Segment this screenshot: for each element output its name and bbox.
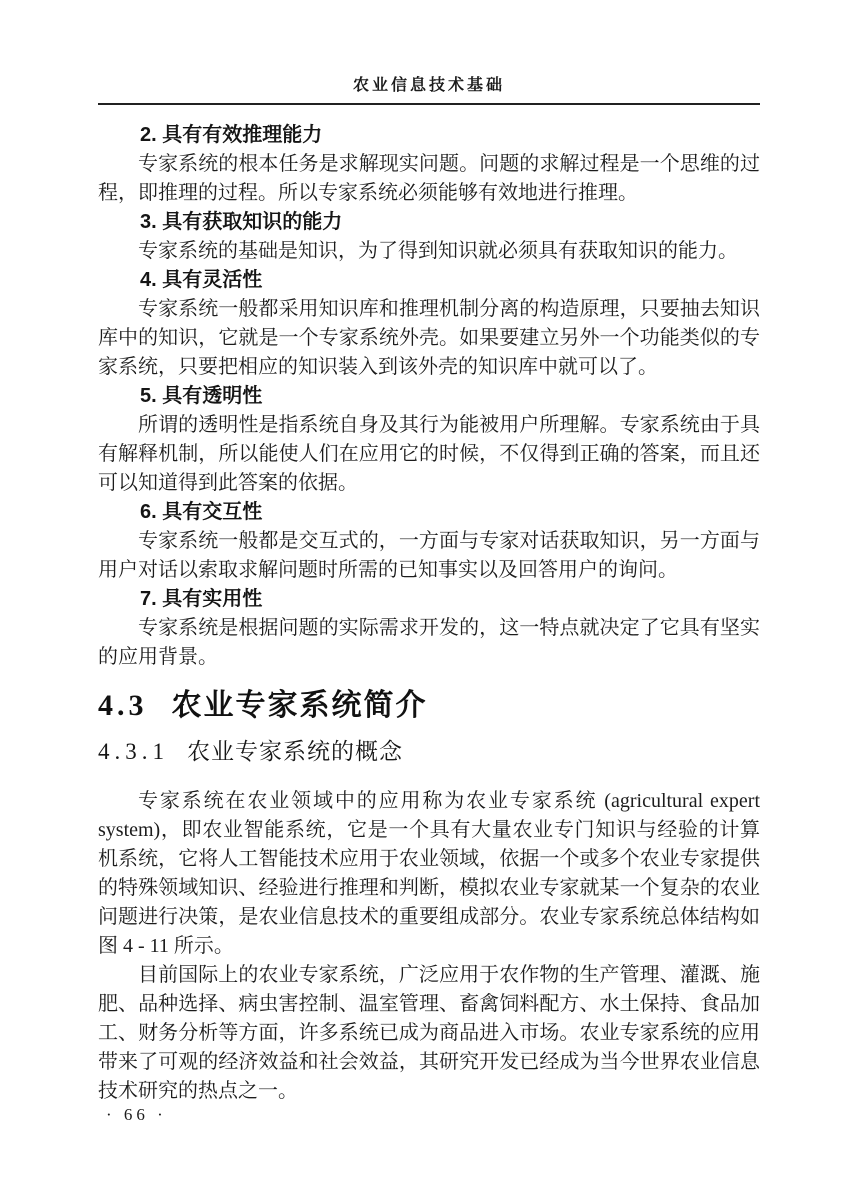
concept-paragraph-2: 目前国际上的农业专家系统，广泛应用于农作物的生产管理、灌溉、施肥、品种选择、病虫害控制、温室管理、畜禽饲料配方、水土保持、食品加工、财务分析等方面，许多系统已成为商品进入市场。农业专家系统的应用带来了可观的经济效益和社会效益，其研究开发已经成为当今世界农业信息技术研究的热点之一。 xyxy=(98,964,760,1102)
section-title: 农业专家系统简介 xyxy=(171,689,428,722)
feature-heading-5: 5. 具有透明性 xyxy=(140,385,263,407)
page-body xyxy=(98,121,760,1106)
feature-heading-4: 4. 具有灵活性 xyxy=(140,269,263,291)
section-heading xyxy=(98,687,760,725)
page-header xyxy=(98,76,760,105)
feature-paragraph-5: 所谓的透明性是指系统自身及其行为能被用户所理解。专家系统由于具有解释机制，所以能使人们在应用它的时候，不仅得到正确的答案，而且还可以知道得到此答案的依据。 xyxy=(98,414,760,494)
feature-paragraph-4: 专家系统一般都采用知识库和推理机制分离的构造原理，只要抽去知识库中的知识，它就是一个专家系统外壳。如果要建立另外一个功能类似的专家系统，只要把相应的知识装入到该外壳的知识库中就可以了。 xyxy=(98,298,760,378)
page-number: · 66 · xyxy=(106,1105,167,1124)
concept-paragraph-1: 专家系统在农业领域中的应用称为农业专家系统 (agricultural expert system)，即农业智能系统，它是一个具有大量农业专门知识与经验的计算机系统，它将人工智能技术应用于农业领域，依据一个或多个农业专家提供的特殊领域知识、经验进行推理和判断，模拟农业专家就某一个复杂的农业问题进行决策，是农业信息技术的重要组成部分。农业专家系统总体结构如图 4 - 11 所示。 xyxy=(98,790,760,957)
feature-paragraph-7: 专家系统是根据问题的实际需求开发的，这一特点就决定了它具有坚实的应用背景。 xyxy=(98,617,760,668)
feature-heading-2: 2. 具有有效推理能力 xyxy=(140,124,323,146)
feature-heading-3: 3. 具有获取知识的能力 xyxy=(140,211,343,233)
feature-paragraph-3: 专家系统的基础是知识，为了得到知识就必须具有获取知识的能力。 xyxy=(138,240,738,262)
feature-paragraph-2: 专家系统的根本任务是求解现实问题。问题的求解过程是一个思维的过程，即推理的过程。所以专家系统必须能够有效地进行推理。 xyxy=(98,153,760,204)
section-number: 4.3 xyxy=(98,689,148,722)
concept-section xyxy=(98,787,760,1106)
running-header-title: 农业信息技术基础 xyxy=(352,77,505,94)
subsection-heading xyxy=(98,738,760,766)
subsection-number: 4.3.1 xyxy=(98,739,169,764)
feature-paragraph-6: 专家系统一般都是交互式的，一方面与专家对话获取知识，另一方面与用户对话以索取求解问题时所需的已知事实以及回答用户的询问。 xyxy=(98,530,760,581)
feature-heading-6: 6. 具有交互性 xyxy=(140,501,263,523)
subsection-title: 农业专家系统的概念 xyxy=(187,739,403,764)
header-rule xyxy=(98,103,760,105)
feature-heading-7: 7. 具有实用性 xyxy=(140,588,263,610)
